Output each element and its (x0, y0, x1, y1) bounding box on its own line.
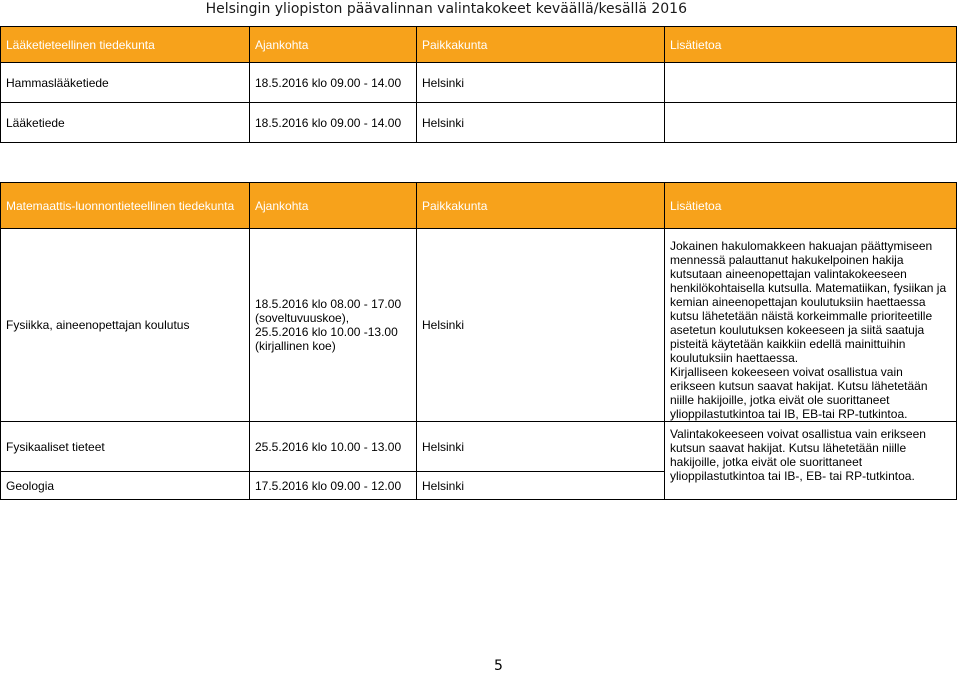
table-row (1, 63, 957, 103)
page-title: Helsingin yliopiston päävalinnan valintakokeet keväällä/kesällä 2016 (205, 1, 687, 17)
table-header-row (1, 27, 957, 63)
info-header: Lisätietoa (665, 27, 957, 63)
info-cell (665, 229, 957, 422)
time-cell: 18.5.2016 klo 09.00 - 14.00 (250, 63, 417, 103)
time-cell: 17.5.2016 klo 09.00 - 12.00 (250, 472, 417, 500)
program-cell: Fysiikka, aineenopettajan koulutus (1, 229, 250, 422)
info-cell (665, 103, 957, 143)
table-row (1, 422, 957, 472)
program-cell: Hammaslääketiede (1, 63, 250, 103)
time-header: Ajankohta (250, 183, 417, 229)
medicine-faculty-table (0, 26, 957, 143)
faculty-header: Lääketieteellinen tiedekunta (1, 27, 250, 63)
location-header: Paikkakunta (417, 183, 665, 229)
faculty-header: Matemaattis-luonnontieteellinen tiedekunta (1, 183, 250, 229)
info-paragraph: Jokainen hakulomakkeen hakuajan päättymiseen mennessä palauttanut hakukelpoinen hakija kutsutaan aineenopettajan valintakokeeseen henkilökohtaisella kutsulla. Matematiikan, fysiikan ja kemian aineenopettajan koulutuksiin haettaessa kutsu lähetetään näistä korkeimmalle prioriteetille asetetun koulutuksen kokeeseen ja siitä saatuja pisteitä käytetään kaikkiin edellä mainittuihin koulutuksiin haettaessa. (670, 239, 947, 365)
time-header: Ajankohta (250, 27, 417, 63)
info-cell (665, 63, 957, 103)
table-row (1, 229, 957, 422)
info-paragraph: Kirjalliseen kokeeseen voivat osallistua vain erikseen kutsun saavat hakijat. Kutsu lähetetään niille hakijoille, jotka eivät ole suorittaneet ylioppilastutkintoa tai IB, EB-tai RP-tutkintoa. (670, 365, 928, 421)
page-number: 5 (494, 658, 503, 673)
location-cell: Helsinki (417, 103, 665, 143)
location-cell: Helsinki (417, 422, 665, 472)
program-cell: Geologia (1, 472, 250, 500)
program-cell: Fysikaaliset tieteet (1, 422, 250, 472)
science-faculty-table (0, 182, 957, 500)
location-cell: Helsinki (417, 63, 665, 103)
program-cell: Lääketiede (1, 103, 250, 143)
location-header: Paikkakunta (417, 27, 665, 63)
location-cell: Helsinki (417, 229, 665, 422)
time-cell: 18.5.2016 klo 09.00 - 14.00 (250, 103, 417, 143)
info-header: Lisätietoa (665, 183, 957, 229)
time-cell: 25.5.2016 klo 10.00 - 13.00 (250, 422, 417, 472)
location-cell: Helsinki (417, 472, 665, 500)
info-cell: Valintakokeeseen voivat osallistua vain erikseen kutsun saavat hakijat. Kutsu lähetetään niille hakijoille, jotka eivät ole suorittaneet ylioppilastutkintoa tai IB-, EB- tai RP-tutkintoa. (665, 422, 957, 500)
table-header-row (1, 183, 957, 229)
table-row (1, 103, 957, 143)
time-cell: 18.5.2016 klo 08.00 - 17.00 (soveltuvuuskoe), 25.5.2016 klo 10.00 -13.00 (kirjallinen koe) (250, 229, 417, 422)
